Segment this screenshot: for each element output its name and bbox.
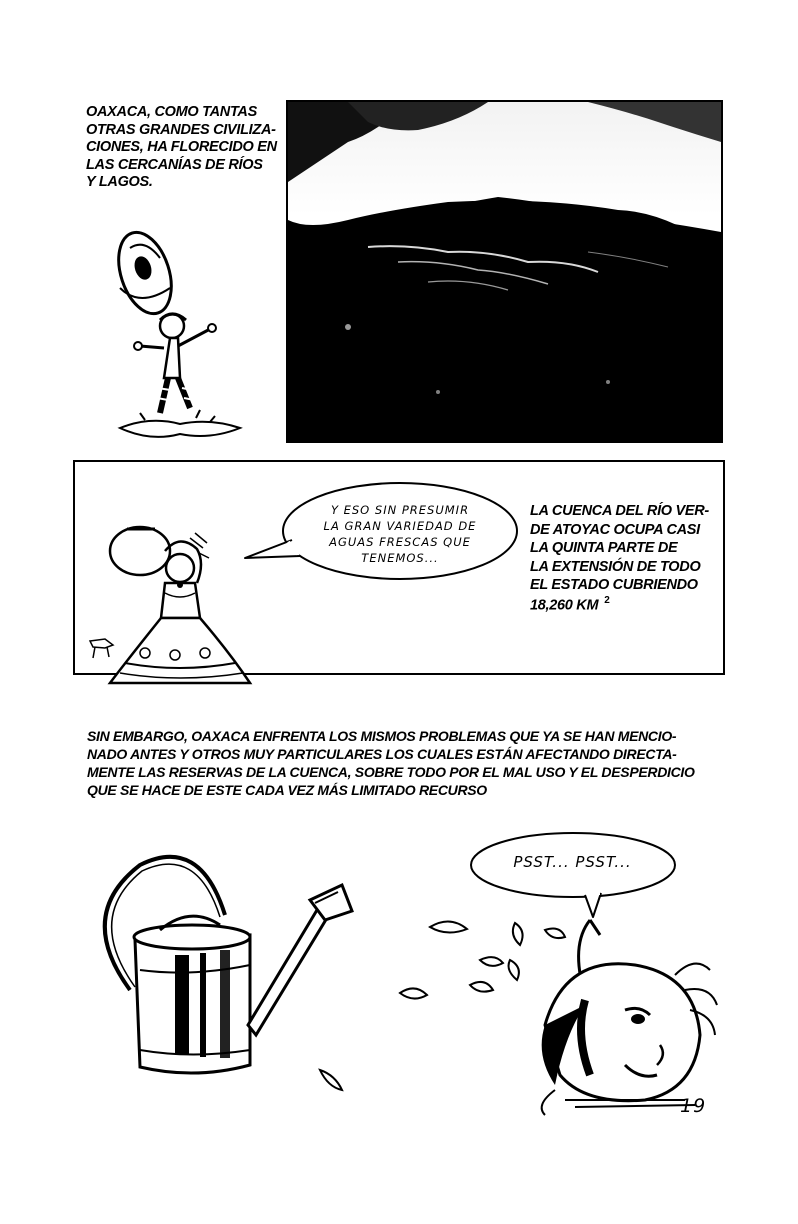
- landscape-photo-panel: [286, 100, 723, 443]
- panel1-caption: OAXACA, COMO TANTAS OTRAS GRANDES CIVILIZA- CIONES, HA FLORECIDO EN LAS CERCANÍAS DE RÍOS Y LAGOS.: [86, 104, 277, 190]
- mountain-landscape-image: [288, 102, 721, 441]
- woman-with-jug-illustration: [85, 523, 260, 693]
- psst-speech-text: PSST... PSST...: [513, 853, 632, 871]
- basin-caption: [530, 502, 720, 614]
- page-number: 19: [680, 1095, 707, 1117]
- speech-bubble-psst: [465, 825, 680, 920]
- wilted-flower-head-illustration: [395, 915, 725, 1125]
- narration-text: SIN EMBARGO, OAXACA ENFRENTA LOS MISMOS PROBLEMAS QUE YA SE HAN MENCIO- NADO ANTES Y OTROS MUY PARTICULARES LOS CUALES ESTÁN AFECTANDO DIRECTA- MENTE LAS RESERVAS DE LA CUENCA, SOBRE TODO POR EL MAL USO Y EL DESPERDICIO QUE SE HACE DE ESTE CADA VEZ MÁS LIMITADO RECURSO: [87, 728, 695, 798]
- dancer-illustration: [100, 228, 250, 443]
- watering-can-illustration: [80, 845, 360, 1095]
- basin-caption-text: LA CUENCA DEL RÍO VER- DE ATOYAC OCUPA CASI LA QUINTA PARTE DE LA EXTENSIÓN DE TODO EL ESTADO CUBRIENDO 18,260 KM: [530, 503, 709, 613]
- basin-caption-superscript: 2: [604, 594, 610, 606]
- woman-speech-text: Y ESO SIN PRESUMIR LA GRAN VARIEDAD DE AGUAS FRESCAS QUE TENEMOS...: [323, 503, 477, 565]
